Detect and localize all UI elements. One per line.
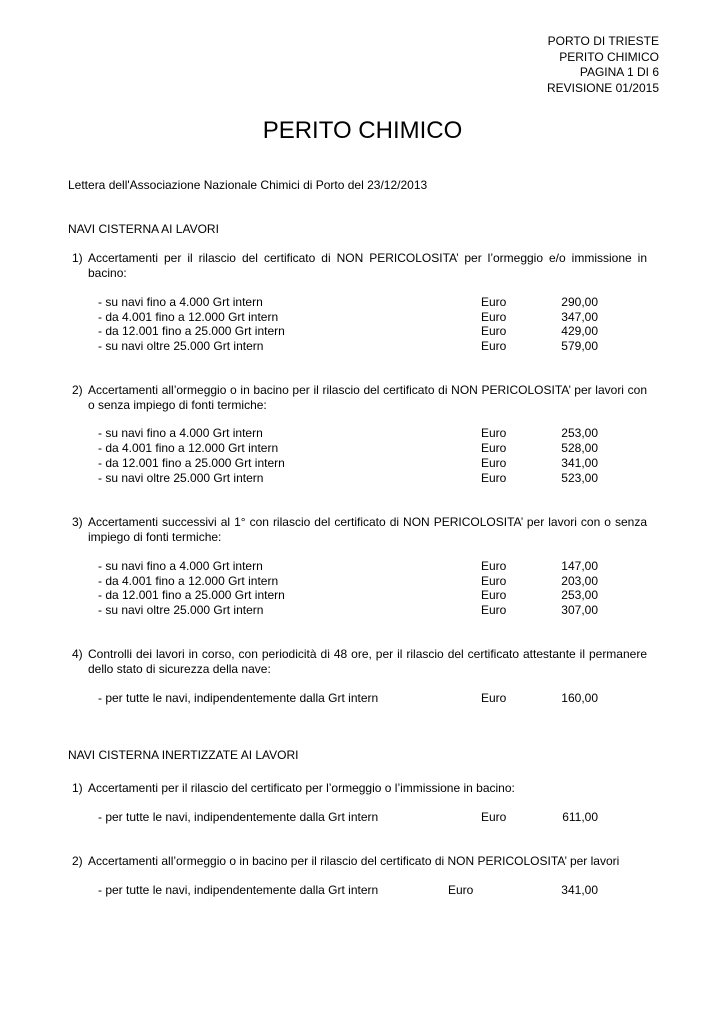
header-page-number: PAGINA 1 DI 6 <box>579 65 659 79</box>
fee-row <box>98 324 618 339</box>
fee-row <box>98 810 618 825</box>
fee-currency: Euro <box>481 339 507 353</box>
item-description: Accertamenti all’ormeggio o in bacino per il rilascio del certificato di NON PERICOLOSITA’ per lavori <box>88 854 620 868</box>
fee-label: - per tutte le navi, indipendentemente dalla Grt intern <box>98 883 379 897</box>
fee-amount: 528,00 <box>561 441 598 455</box>
fee-amount: 160,00 <box>561 691 598 705</box>
fee-label: - su navi oltre 25.000 Grt intern <box>98 471 264 485</box>
fee-currency: Euro <box>448 883 474 897</box>
fee-label: - da 12.001 fino a 25.000 Grt intern <box>98 588 285 602</box>
fee-row <box>98 295 618 310</box>
fee-label: - da 4.001 fino a 12.000 Grt intern <box>98 310 279 324</box>
section-heading: NAVI CISTERNA AI LAVORI <box>68 222 219 236</box>
fee-currency: Euro <box>481 295 507 309</box>
fee-currency: Euro <box>481 559 507 573</box>
header-port: PORTO DI TRIESTE <box>547 34 659 48</box>
fee-amount: 253,00 <box>561 588 598 602</box>
fee-currency: Euro <box>481 441 507 455</box>
fee-row <box>98 426 618 441</box>
fee-label: - da 4.001 fino a 12.000 Grt intern <box>98 441 279 455</box>
fee-label: - su navi fino a 4.000 Grt intern <box>98 295 263 309</box>
fee-label: - su navi oltre 25.000 Grt intern <box>98 603 264 617</box>
page-title: PERITO CHIMICO <box>262 117 463 144</box>
fee-amount: 307,00 <box>561 603 598 617</box>
fee-amount: 203,00 <box>561 574 598 588</box>
fee-amount: 579,00 <box>561 339 598 353</box>
item-number: 4) <box>72 647 83 661</box>
fee-currency: Euro <box>481 603 507 617</box>
item-description: Controlli dei lavori in corso, con periodicità di 48 ore, per il rilascio del certificato attestante il permanere dello stato di sicurezza della nave: <box>88 647 647 676</box>
fee-currency: Euro <box>481 574 507 588</box>
fee-row <box>98 471 618 486</box>
fee-row <box>98 588 618 603</box>
item-description: Accertamenti per il rilascio del certificato di NON PERICOLOSITA’ per l’ormeggio e/o immissione in bacino: <box>88 251 647 280</box>
fee-currency: Euro <box>481 310 507 324</box>
section-heading: NAVI CISTERNA INERTIZZATE AI LAVORI <box>68 748 299 762</box>
letter-reference: Lettera dell'Associazione Nazionale Chimici di Porto del 23/12/2013 <box>68 178 428 192</box>
fee-label: - da 12.001 fino a 25.000 Grt intern <box>98 456 285 470</box>
fee-row <box>98 441 618 456</box>
fee-row <box>98 883 618 898</box>
fee-label: - su navi fino a 4.000 Grt intern <box>98 559 263 573</box>
header-role: PERITO CHIMICO <box>559 49 659 64</box>
fee-label: - per tutte le navi, indipendentemente dalla Grt intern <box>98 691 379 705</box>
fee-row <box>98 339 618 354</box>
fee-row <box>98 456 618 471</box>
fee-row <box>98 310 618 325</box>
fee-currency: Euro <box>481 810 507 824</box>
header-revision: REVISIONE 01/2015 <box>546 80 659 95</box>
fee-currency: Euro <box>481 426 507 440</box>
fee-label: - da 12.001 fino a 25.000 Grt intern <box>98 324 285 338</box>
fee-currency: Euro <box>481 691 507 705</box>
fee-amount: 347,00 <box>561 310 598 324</box>
fee-currency: Euro <box>481 588 507 602</box>
fee-label: - su navi fino a 4.000 Grt intern <box>98 426 263 440</box>
fee-label: - per tutte le navi, indipendentemente dalla Grt intern <box>98 810 379 824</box>
fee-currency: Euro <box>481 471 507 485</box>
fee-row <box>98 603 618 618</box>
document-header <box>547 34 659 96</box>
fee-amount: 341,00 <box>561 883 598 897</box>
fee-label: - da 4.001 fino a 12.000 Grt intern <box>98 574 279 588</box>
item-number: 2) <box>72 383 83 397</box>
fee-label: - su navi oltre 25.000 Grt intern <box>98 339 264 353</box>
fee-row <box>98 691 618 706</box>
fee-amount: 290,00 <box>561 295 598 309</box>
fee-amount: 523,00 <box>561 471 598 485</box>
fee-row <box>98 574 618 589</box>
fee-amount: 611,00 <box>562 810 598 824</box>
item-number: 1) <box>72 251 83 265</box>
fee-amount: 253,00 <box>561 426 598 440</box>
item-description: Accertamenti per il rilascio del certificato per l’ormeggio o l’immissione in bacino: <box>88 781 515 795</box>
item-description: Accertamenti successivi al 1° con rilascio del certificato di NON PERICOLOSITA’ per lavori con o senza impiego di fonti termiche: <box>88 515 647 544</box>
item-number: 1) <box>72 781 83 795</box>
fee-currency: Euro <box>481 324 507 338</box>
fee-amount: 429,00 <box>561 324 598 338</box>
fee-row <box>98 559 618 574</box>
fee-currency: Euro <box>481 456 507 470</box>
fee-amount: 147,00 <box>561 559 598 573</box>
fee-amount: 341,00 <box>561 456 598 470</box>
item-number: 2) <box>72 854 83 868</box>
item-number: 3) <box>72 515 83 529</box>
item-description: Accertamenti all’ormeggio o in bacino per il rilascio del certificato di NON PERICOLOSITA’ per lavori con o senza impiego di fonti termiche: <box>88 383 647 412</box>
